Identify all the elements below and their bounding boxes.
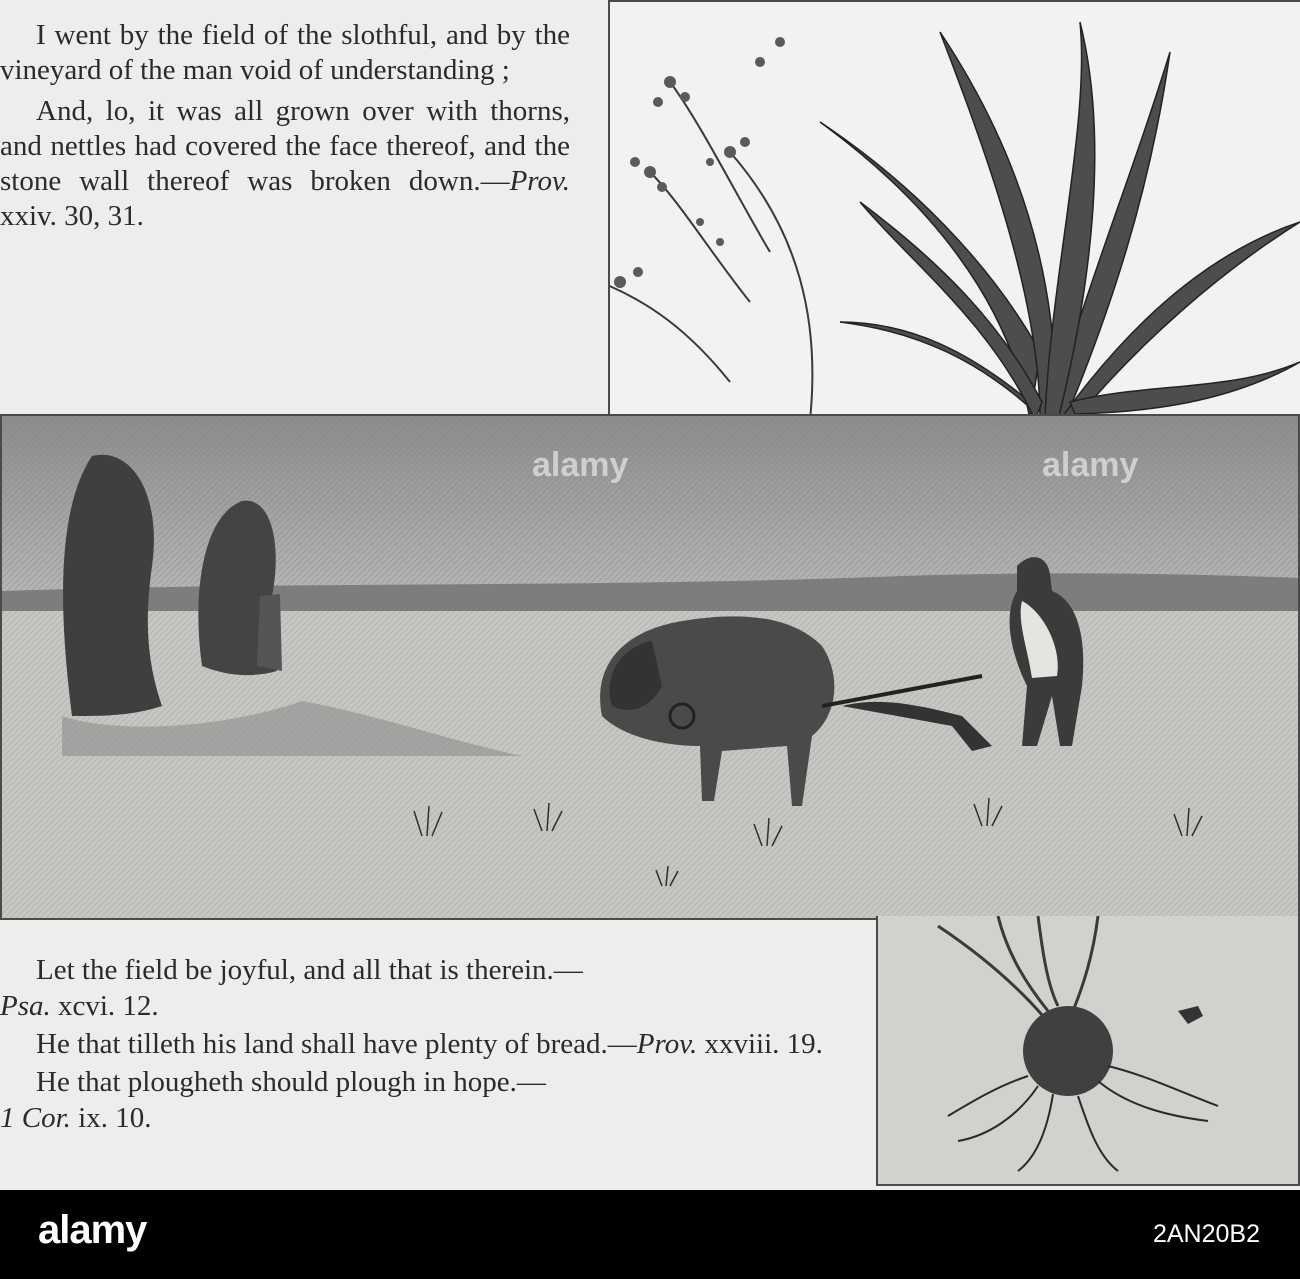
plant-illustration [610,2,1300,420]
bulb-illustration [878,916,1298,1184]
scripture-text-bottom [0,952,845,1136]
scripture-text-top [0,18,570,234]
bulb-engraving [876,916,1300,1186]
verse-slothful-field: I went by the field of the slothful, and by the vineyard of the man void of understanding ; [0,19,570,86]
ploughing-field-engraving [0,414,1300,920]
watermark-overlay-2: alamy [1042,446,1139,484]
image-code: 2AN20B2 [1152,1220,1260,1248]
verse-plough-hope: He that plougheth should plough in hope.— 1 Cor. ix. 10. [0,1066,546,1134]
watermark-bar [0,1190,1300,1279]
verse-tilleth-land: He that tilleth his land shall have plenty of bread.—Prov. xxviii. 19. [36,1028,823,1060]
field-illustration [2,416,1298,918]
verse-joyful-field: Let the field be joyful, and all that is therein.— Psa. xcvi. 12. [0,954,583,1022]
plant-engraving [608,0,1300,420]
verse-thorns: And, lo, it was all grown over with thorns, and nettles had covered the face thereof, and the stone wall thereof was broken down.—Prov. xxiv. 30, 31. [0,95,570,232]
brand-logo: alamy [38,1208,147,1252]
watermark-overlay: alamy [532,446,629,484]
